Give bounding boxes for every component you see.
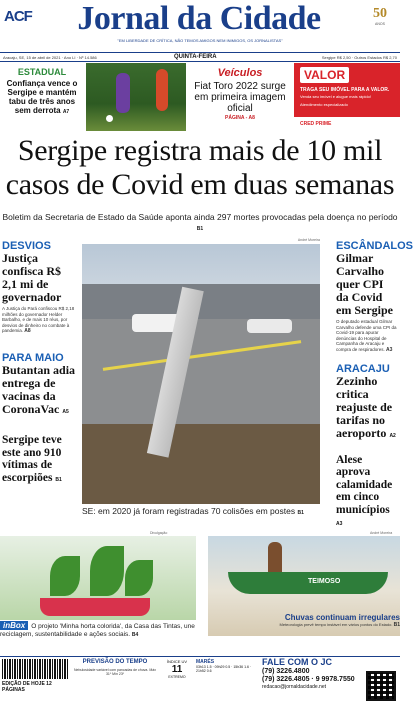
teaser-veiculos[interactable] bbox=[188, 63, 292, 131]
section-tag-veiculos: Veículos bbox=[217, 67, 263, 79]
story-aracaju[interactable] bbox=[334, 361, 400, 442]
beach-caption bbox=[268, 613, 400, 628]
edition-date: Aracaju, SE, 15 de abril de 2021 · Ano LI · Nº 14.586 bbox=[3, 55, 97, 60]
teaser-veiculos-text: Fiat Toro 2022 surge em primeira imagem oficial bbox=[194, 81, 286, 114]
inbox-caption[interactable]: inBox O projeto 'Minha horta colorida', da Casa das Tintas, une reciclagem, sustentabilidade e ações sociais. B4 bbox=[0, 621, 195, 638]
story-desvios[interactable] bbox=[0, 238, 80, 336]
contact-phone-1[interactable]: (79) 3226.4800 bbox=[262, 668, 310, 675]
story-aracaju-title: Zezinho critica reajuste de tarifas no aeroporto A2 bbox=[336, 373, 396, 440]
inbox-tag: inBox bbox=[0, 621, 28, 630]
plant-leaf bbox=[50, 556, 80, 596]
edition-weekday: QUINTA-FEIRA bbox=[174, 54, 217, 60]
story-para-maio[interactable] bbox=[0, 350, 80, 418]
teaser-estadual[interactable] bbox=[0, 63, 84, 131]
beach-photo-credit: André Moreira bbox=[370, 531, 393, 535]
edition-info-bar bbox=[0, 52, 400, 62]
story-escandalos-text: O deputado estadual Gilmar Carvalho defende uma CPI da Covid-19 para apurar denúncias do Hospital de Campanha de Aracaju e compra de respiradores. A3 bbox=[336, 319, 397, 353]
ad-line3: Atendimento especializado bbox=[300, 102, 348, 107]
soccer-photo bbox=[86, 63, 186, 131]
ad-line2: Venda seu imóvel e alugue mais rápido! bbox=[300, 94, 371, 99]
seal-label: ANOS bbox=[375, 22, 385, 26]
plant-leaf bbox=[90, 546, 124, 596]
valor-advertisement[interactable] bbox=[294, 63, 400, 131]
inbox-photo-credit: Divulgação bbox=[150, 531, 168, 535]
uv-value: 11 bbox=[171, 664, 183, 675]
barcode-block bbox=[2, 659, 68, 693]
plant-leaf bbox=[125, 560, 153, 596]
tide-title: MARÉS bbox=[196, 659, 215, 665]
story-alese[interactable] bbox=[334, 452, 400, 531]
seal-number: 50 bbox=[373, 6, 387, 21]
edition-price: Sergipe R$ 2,50 · Outros Estados R$ 2,70 bbox=[321, 55, 397, 60]
section-tag-estadual: ESTADUAL bbox=[17, 67, 67, 77]
plant-pot bbox=[40, 598, 150, 616]
uv-label: ÍNDICE UV bbox=[166, 659, 188, 664]
beach-caption-title: Chuvas continuam irregulares bbox=[284, 613, 400, 622]
main-photo-fallen-pole[interactable] bbox=[82, 244, 320, 504]
qr-code-icon[interactable] bbox=[366, 671, 396, 701]
teaser-estadual-text: Confiança vence o Sergipe e mantém tabu de três anos sem derrota A7 bbox=[6, 79, 78, 115]
photo-car-2 bbox=[247, 319, 292, 333]
main-photo-credit: André Moreira bbox=[297, 238, 320, 242]
story-escandalos-title: Gilmar Carvalho quer CPI da Covid em Sergipe bbox=[336, 251, 393, 317]
tide-text: 03h13 1.5 · 09h29 0.5 · 15h36 1.6 · 21h52 0.6 bbox=[196, 665, 252, 673]
story-alese-title: Alese aprova calamidade em cinco municípios A3 bbox=[336, 453, 393, 527]
newspaper-motto: "EM LIBERDADE DE CRÍTICA, NÃO TEMOS AMIGOS NEM INIMIGOS, OS JORNALISTAS" bbox=[117, 38, 283, 43]
acf-logo: ACF bbox=[4, 8, 32, 25]
photo-road bbox=[82, 319, 320, 429]
section-tag-para-maio: PARA MAIO bbox=[2, 352, 64, 364]
left-column bbox=[0, 238, 80, 486]
section-tag-aracaju: ARACAJU bbox=[336, 362, 390, 375]
story-escandalos[interactable] bbox=[334, 238, 413, 355]
newspaper-title[interactable]: Jornal da Cidade bbox=[77, 0, 321, 37]
photo-ground-debris bbox=[82, 424, 320, 504]
main-subheadline: Boletim da Secretaria de Estado da Saúde aponta ainda 297 mortes provocadas pela doença no período B1 bbox=[2, 212, 398, 232]
contact-email[interactable]: redacao@jornaldacidade.net bbox=[262, 684, 327, 690]
player-red bbox=[156, 69, 168, 111]
story-escorpioes[interactable] bbox=[0, 432, 80, 486]
inbox-plants-photo[interactable] bbox=[0, 536, 196, 620]
story-desvios-text: A Justiça do Pará confiscou R$ 2,18 milhões do governador Helder Barbalho, e de mais 10 réus, por desvios de dinheiro no combate à pandemia. A8 bbox=[2, 306, 75, 334]
main-headline[interactable]: Sergipe registra mais de 10 mil casos de Covid em duas semanas bbox=[5, 134, 395, 201]
story-escorpioes-title: Sergipe teve este ano 910 vítimas de escorpiões B1 bbox=[2, 434, 62, 484]
section-tag-desvios: DESVIOS bbox=[2, 240, 51, 252]
contact-phone-2[interactable]: (79) 3226.4805 · 9 9978.7550 bbox=[262, 676, 355, 683]
barcode-icon bbox=[2, 659, 68, 679]
tide-table bbox=[196, 659, 258, 673]
soccer-ball-icon bbox=[106, 115, 113, 122]
edition-pages: EDIÇÃO DE HOJE 12 PÁGINAS bbox=[2, 681, 52, 693]
ad-stripe: CRED PRIME bbox=[294, 117, 400, 131]
story-para-maio-title: Butantan adia entrega de vacinas da CoronaVac A5 bbox=[2, 363, 76, 416]
section-tag-escandalos: ESCÂNDALOS bbox=[336, 240, 413, 252]
contact-title: FALE COM O JC bbox=[262, 657, 333, 667]
weather-forecast bbox=[72, 659, 158, 676]
uv-level: EXTREMO bbox=[168, 675, 186, 679]
ad-line1: TRAGA SEU IMÓVEL PARA A VALOR. bbox=[300, 87, 390, 93]
anniversary-seal-icon bbox=[366, 6, 394, 40]
right-column bbox=[334, 238, 413, 531]
boat-name: TEIMOSO bbox=[308, 578, 341, 585]
valor-logo: VALOR bbox=[300, 67, 349, 83]
beach-caption-text: Meteorologia prevê tempo instável em vários pontos do Estado. B1 bbox=[279, 622, 400, 628]
contact-block bbox=[262, 657, 362, 690]
teaser-veiculos-ref: PÁGINA - A8 bbox=[225, 115, 255, 121]
weather-title: PREVISÃO DO TEMPO bbox=[82, 659, 148, 665]
main-photo-caption: SE: em 2020 já foram registradas 70 colisões em postes B1 bbox=[82, 506, 304, 516]
footer bbox=[0, 656, 400, 707]
masthead bbox=[0, 0, 400, 52]
story-desvios-title: Justiça confisca R$ 2,1 mi de governador bbox=[2, 251, 62, 304]
player-purple bbox=[116, 73, 130, 113]
uv-index bbox=[162, 659, 192, 679]
weather-text: Nebulosidade variável com pancadas de chuva. Máx 31º Mín 23º bbox=[74, 668, 156, 676]
